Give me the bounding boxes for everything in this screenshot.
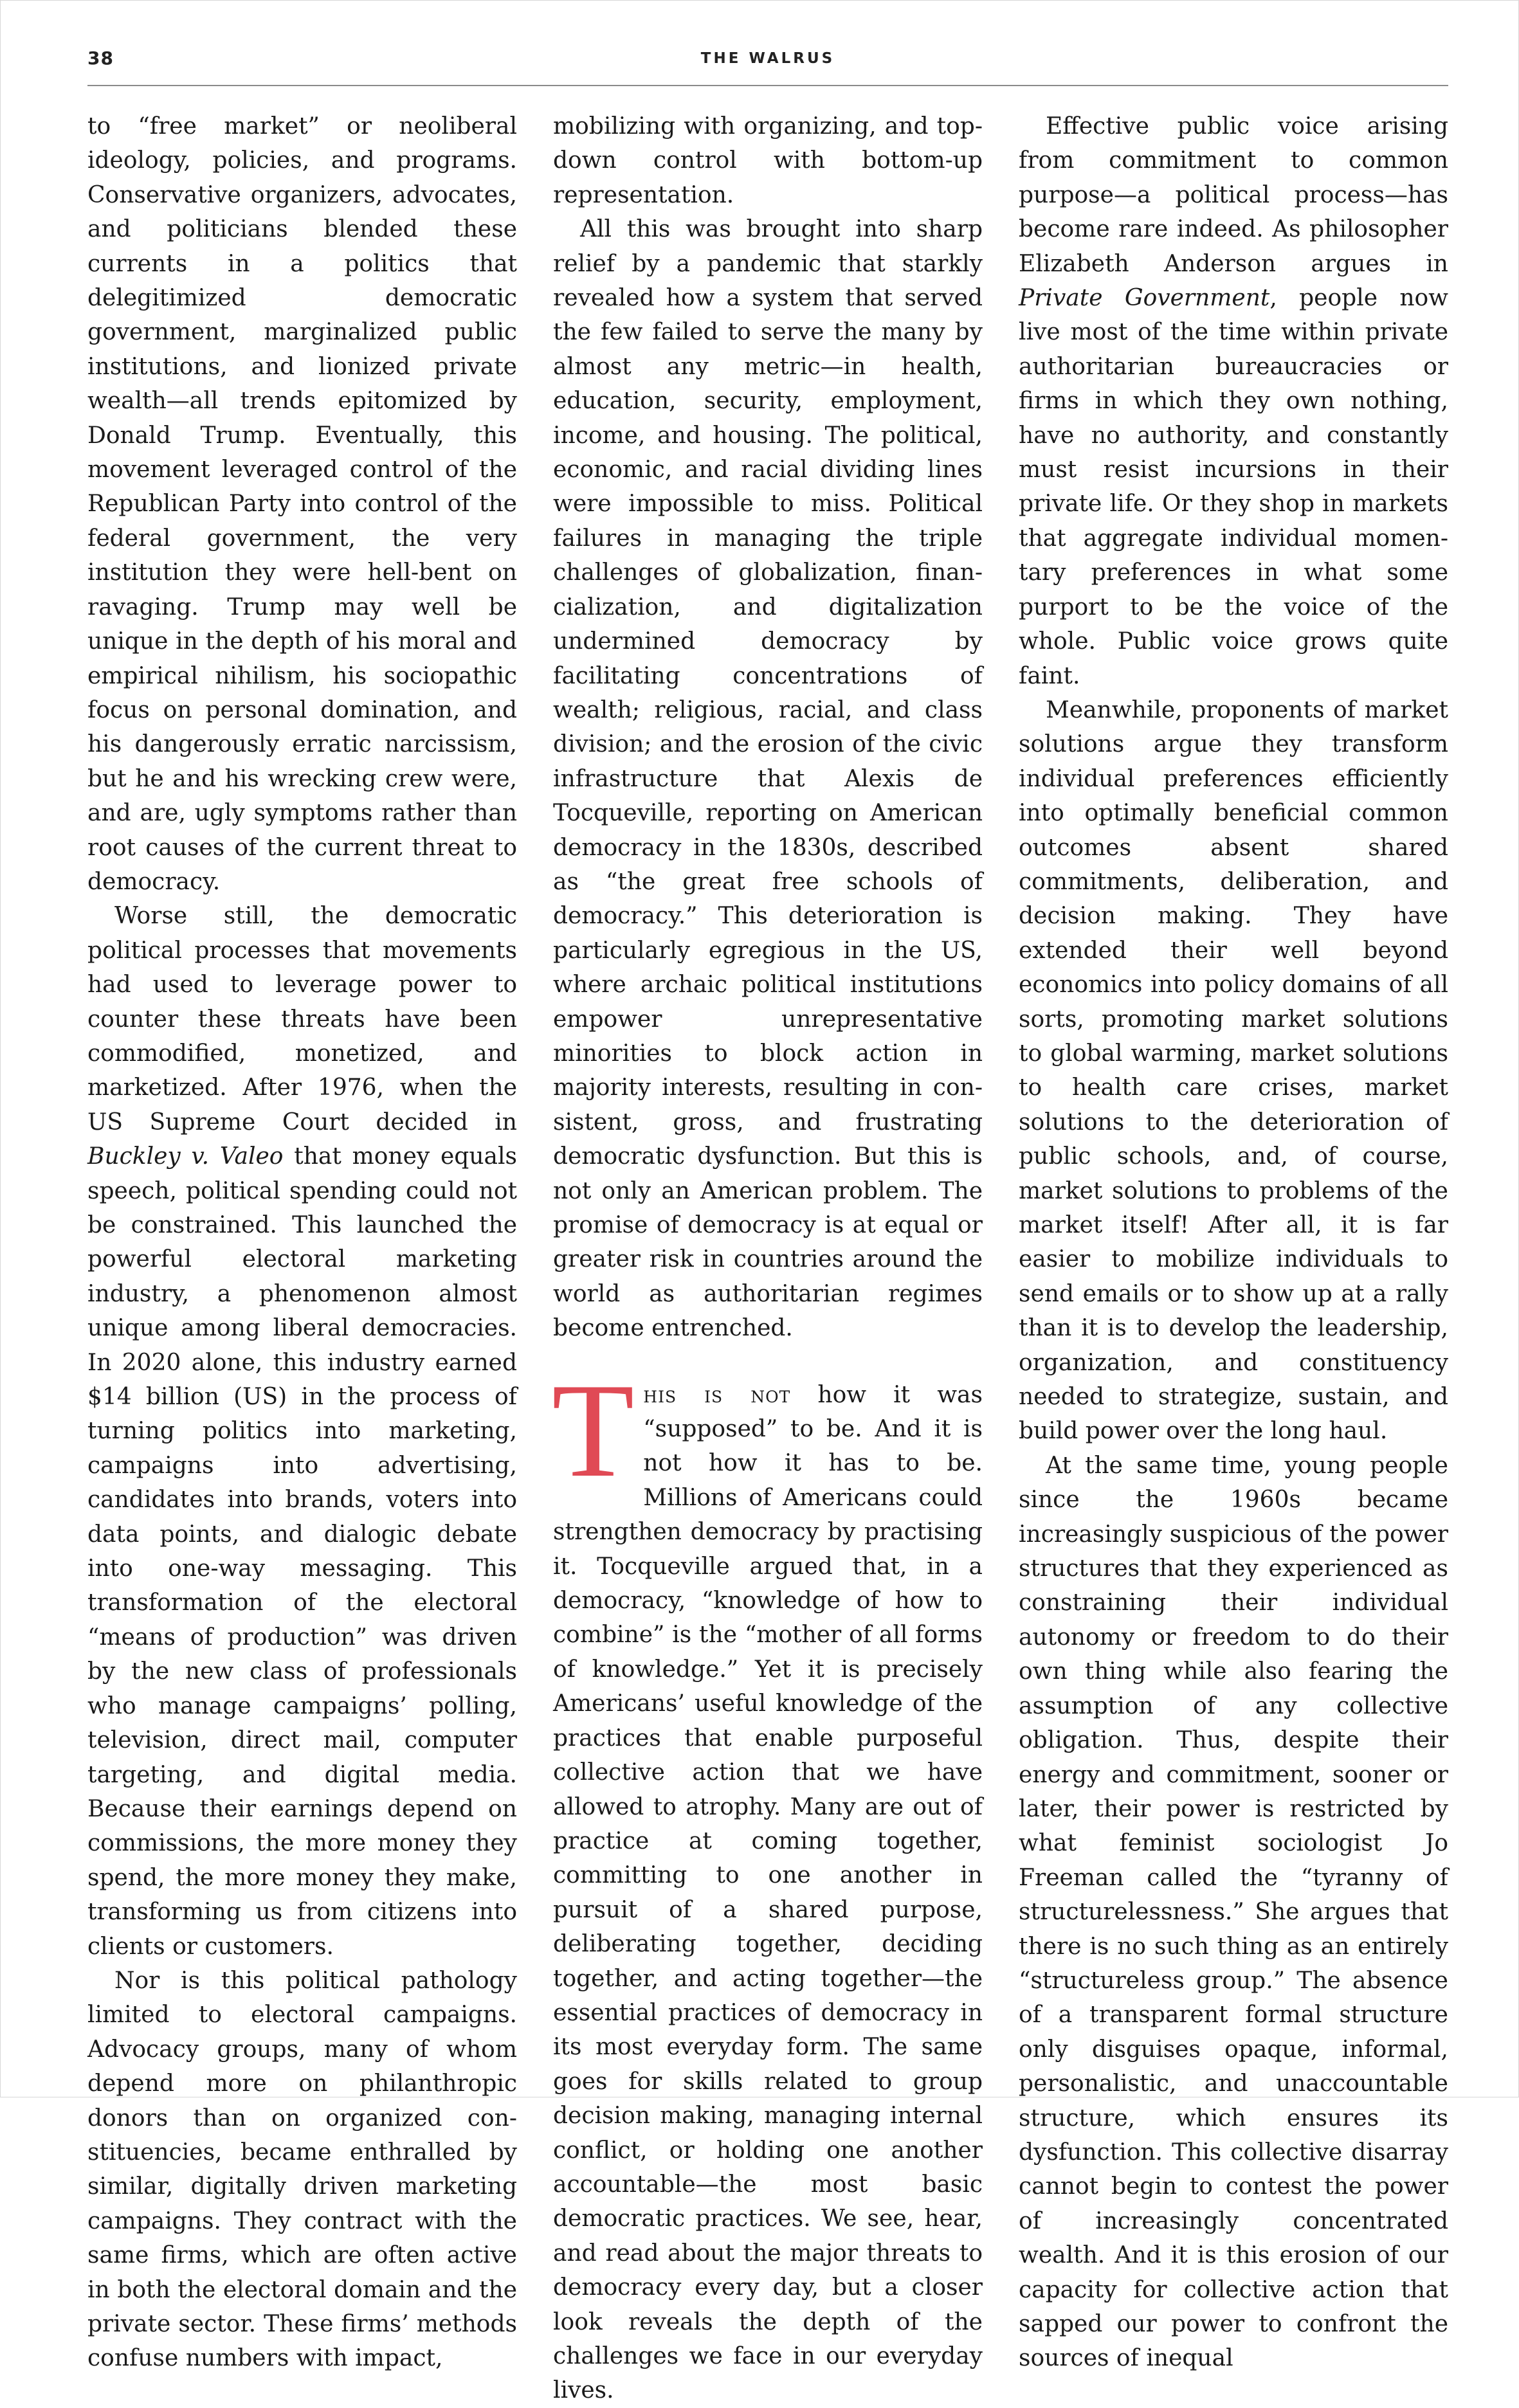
text-column-3: [1019, 109, 1448, 2376]
paragraph: [1019, 693, 1448, 1449]
italic-title: Private Government: [1019, 285, 1270, 312]
paragraph: [87, 1964, 517, 2376]
body-text: Effective public voice arising from commitment to common purpose—a political process—has become rare indeed. As philosopher Elizabeth Anderson argues in: [1019, 113, 1448, 277]
body-text: Nor is this political pathology limited to electoral campaigns. Advocacy groups, many of whom depend more on philanthropic donors than on organized constituencies, became enthralled by similar, digitally driven marketing campaigns. They contract with the same firms, which are often active in both the electoral domain and the private sector. These firms’ methods confuse numbers with impact,: [87, 1967, 517, 2372]
body-text: Meanwhile, proponents of market solutions argue they transform individual preferences efficiently into optimally beneficial common outcomes absent shared commitments, deliberation, and decision making. They have extended their well beyond economics into policy domains of all sorts, promoting market solutions to global warming, market solutions to health care crises, market solutions to the deterioration of public schools, and, of course, market solutions to problems of the market itself! After all, it is far easier to mobilize individuals to send emails or to show up at a rally than it is to develop the leadership, organization, and constituency needed to strategize, sustain, and build power over the long haul.: [1019, 696, 1448, 1445]
body-text: that money equals speech, political spending could not be constrained. This launched the powerful electoral marketing industry, a phenomenon almost unique among liberal democracies. In 2020 alone, this industry earned $14 billion (US) in the process of turning politics into marketing, campaigns into advertising, candidates into brands, voters into data points, and dialogic debate into one-way messaging. This transformation of the electoral “means of production” was driven by the new class of professionals who manage campaigns’ polling, television, direct mail, computer targeting, and digital media. Because their earnings depend on commissions, the more money they spend, the more money they make, transforming us from citizens into clients or customers.: [87, 1143, 517, 1960]
body-text: Worse still, the democratic political processes that movements had used to leverage power to counter these threats have been commodified, monetized, and marketized. After 1976, when the US Supreme Court decided in: [87, 903, 517, 1136]
body-text: how it was “supposed” to be. And it is not how it has to be. Millions of Americans could strengthen democracy by practising it. Tocqueville argued that, in a democracy, “knowledge of how to combine” is the “mother of all forms of knowledge.” Yet it is precisely Americans’ useful knowledge of the practices that enable purposeful collective action that we have allowed to atrophy. Many are out of practice at coming together, committing to one another in pursuit of a shared purpose, deliberating together, deciding together, and acting together—the essential practices of democracy in its most everyday form. The same goes for skills related to group decision making, managing internal conflict, or holding one another accountable—the most basic democratic practices. We see, hear, and read about the major threats to democracy every day, but a closer look reveals the depth of the challenges we face in our everyday lives.: [553, 1381, 983, 2404]
drop-cap: T: [552, 1355, 635, 1505]
paragraph: [1019, 1449, 1448, 2376]
running-head: [87, 44, 1448, 86]
body-text: All this was brought into sharp relief by a pandemic that starkly revealed how a system that served the few failed to serve the many by almost any metric—in health, education, security, employment, income, and housing. The political, economic, and racial dividing lines were impossible to miss. Political failures in managing the triple challenges of globalization, financialization, and digitalization undermined democracy by facilitating concentrations of wealth; religious, racial, and class division; and the erosion of the civic infrastructure that Alexis de Tocqueville, reporting on American democracy in the 1830s, described as “the great free schools of democracy.” This deterioration is particularly egregious in the US, where archaic political institutions empower unrepresentative minorities to block action in majority interests, resulting in consistent, gross, and frustrating democratic dysfunction. But this is not only an American problem. The promise of democracy is at equal or greater risk in countries around the world as authoritarian regimes become entrenched.: [553, 216, 983, 1342]
paragraph: [87, 109, 517, 899]
paragraph: [553, 212, 983, 1345]
text-column-2: [553, 109, 983, 2408]
lead-in-small-caps: his is not: [643, 1381, 791, 1408]
paragraph: [1019, 109, 1448, 693]
body-text: , people now live most of the time within private authoritarian bureaucracies or firms in which they own nothing, have no authority, and constantly must resist incursions in their private life. Or they shop in markets that aggregate individual momentary preferences in what some purport to be the voice of the whole. Public voice grows quite faint.: [1019, 285, 1448, 689]
paragraph: [552, 1355, 983, 2408]
magazine-name: THE WALRUS: [700, 50, 835, 67]
paragraph: [87, 899, 517, 1964]
body-text: At the same time, young people since the 1960s became increasingly suspicious of the power structures that they experienced as constraining their individual autonomy or freedom to do their own thing while also fearing the assumption of any collective obligation. Thus, despite their energy and commitment, sooner or later, their power is restricted by what feminist sociologist Jo Freeman called the “tyranny of structurelessness.” She argues that there is no such thing as an entirely “structureless group.” The absence of a transparent formal structure only disguises opaque, informal, personalistic, and unaccountable structure, which ensures its dysfunction. This collective disarray cannot begin to contest the power of increasingly concentrated wealth. And it is this erosion of our capacity for collective action that sapped our power to confront the sources of inequal: [1019, 1452, 1448, 2372]
italic-title: Buckley v. Valeo: [87, 1143, 284, 1170]
paragraph: [553, 109, 983, 212]
body-text: to “free market” or neoliberal ideology, policies, and programs. Conservative organizers, advocates, and politicians blended these currents in a politics that delegitimized democratic government, marginalized public institutions, and lionized private wealth—all trends epitomized by Donald Trump. Eventually, this movement leveraged control of the Republican Party into control of the federal government, the very institution they were hell-bent on ravaging. Trump may well be unique in the depth of his moral and empirical nihilism, his sociopathic focus on personal domination, and his dangerously erratic narcissism, but he and his wrecking crew were, and are, ugly symptoms rather than root causes of the current threat to democracy.: [87, 113, 517, 895]
page-number: 38: [87, 48, 114, 69]
body-text: mobilizing with organizing, and top-down control with bottom-up representation.: [553, 113, 983, 208]
text-column-1: [87, 109, 517, 2376]
